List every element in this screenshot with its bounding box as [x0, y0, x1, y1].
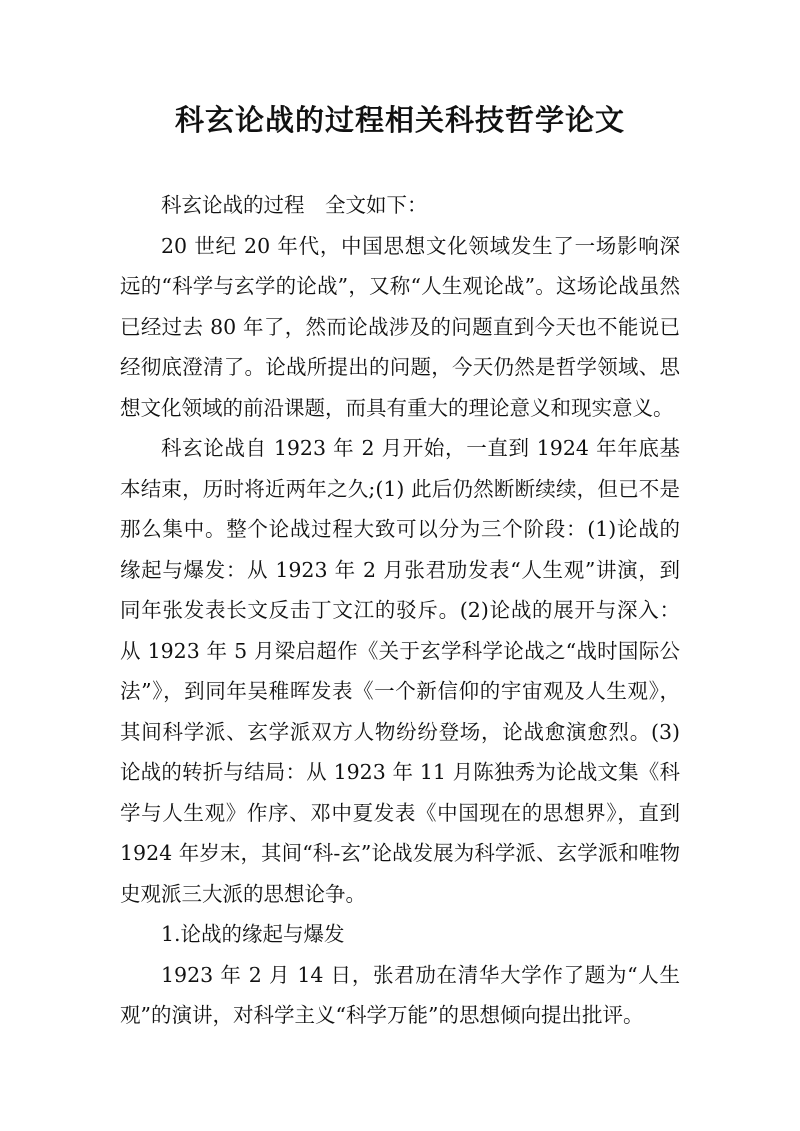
origin-paragraph: 1923 年 2 月 14 日，张君劢在清华大学作了题为“人生观”的演讲，对科学主义“科学万能”的思想倾向提出批评。 — [120, 962, 680, 1027]
background-paragraph: 20 世纪 20 年代，中国思想文化领域发生了一场影响深远的“科学与玄学的论战”，又称“人生观论战”。这场论战虽然已经过去 80 年了，然而论战涉及的问题直到今天也不能说已经彻底澄清了。论战所提出的问题，今天仍然是哲学领域、思想文化领域的前沿课题，而具有重大的理论意义和现实意义。 — [120, 233, 680, 420]
intro-paragraph: 科玄论战的过程 全文如下： — [161, 193, 428, 217]
document-body — [120, 185, 680, 1036]
section-heading: 1.论战的缘起与爆发 — [161, 922, 345, 946]
document-title: 科玄论战的过程相关科技哲学论文 — [174, 103, 625, 137]
stages-paragraph: 科玄论战自 1923 年 2 月开始，一直到 1924 年年底基本结束，历时将近两年之久;(1) 此后仍然断断续续，但已不是那么集中。整个论战过程大致可以分为三个阶段：(1)论战的缘起与爆发：从 1923 年 2 月张君劢发表“人生观”讲演，到同年张发表长文反击丁文江的驳斥。(2)论战的展开与深入：从 1923 年 5 月梁启超作《关于玄学科学论战之“战时国际公法”》，到同年吴稚晖发表《一个新信仰的宇宙观及人生观》，其间科学派、玄学派双方人物纷纷登场，论战愈演愈烈。(3)论战的转折与结局：从 1923 年 11 月陈独秀为论战文集《科学与人生观》作序、邓中夏发表《中国现在的思想界》，直到 1924 年岁末，其间“科-玄”论战发展为科学派、玄学派和唯物史观派三大派的思想论争。 — [120, 436, 680, 906]
